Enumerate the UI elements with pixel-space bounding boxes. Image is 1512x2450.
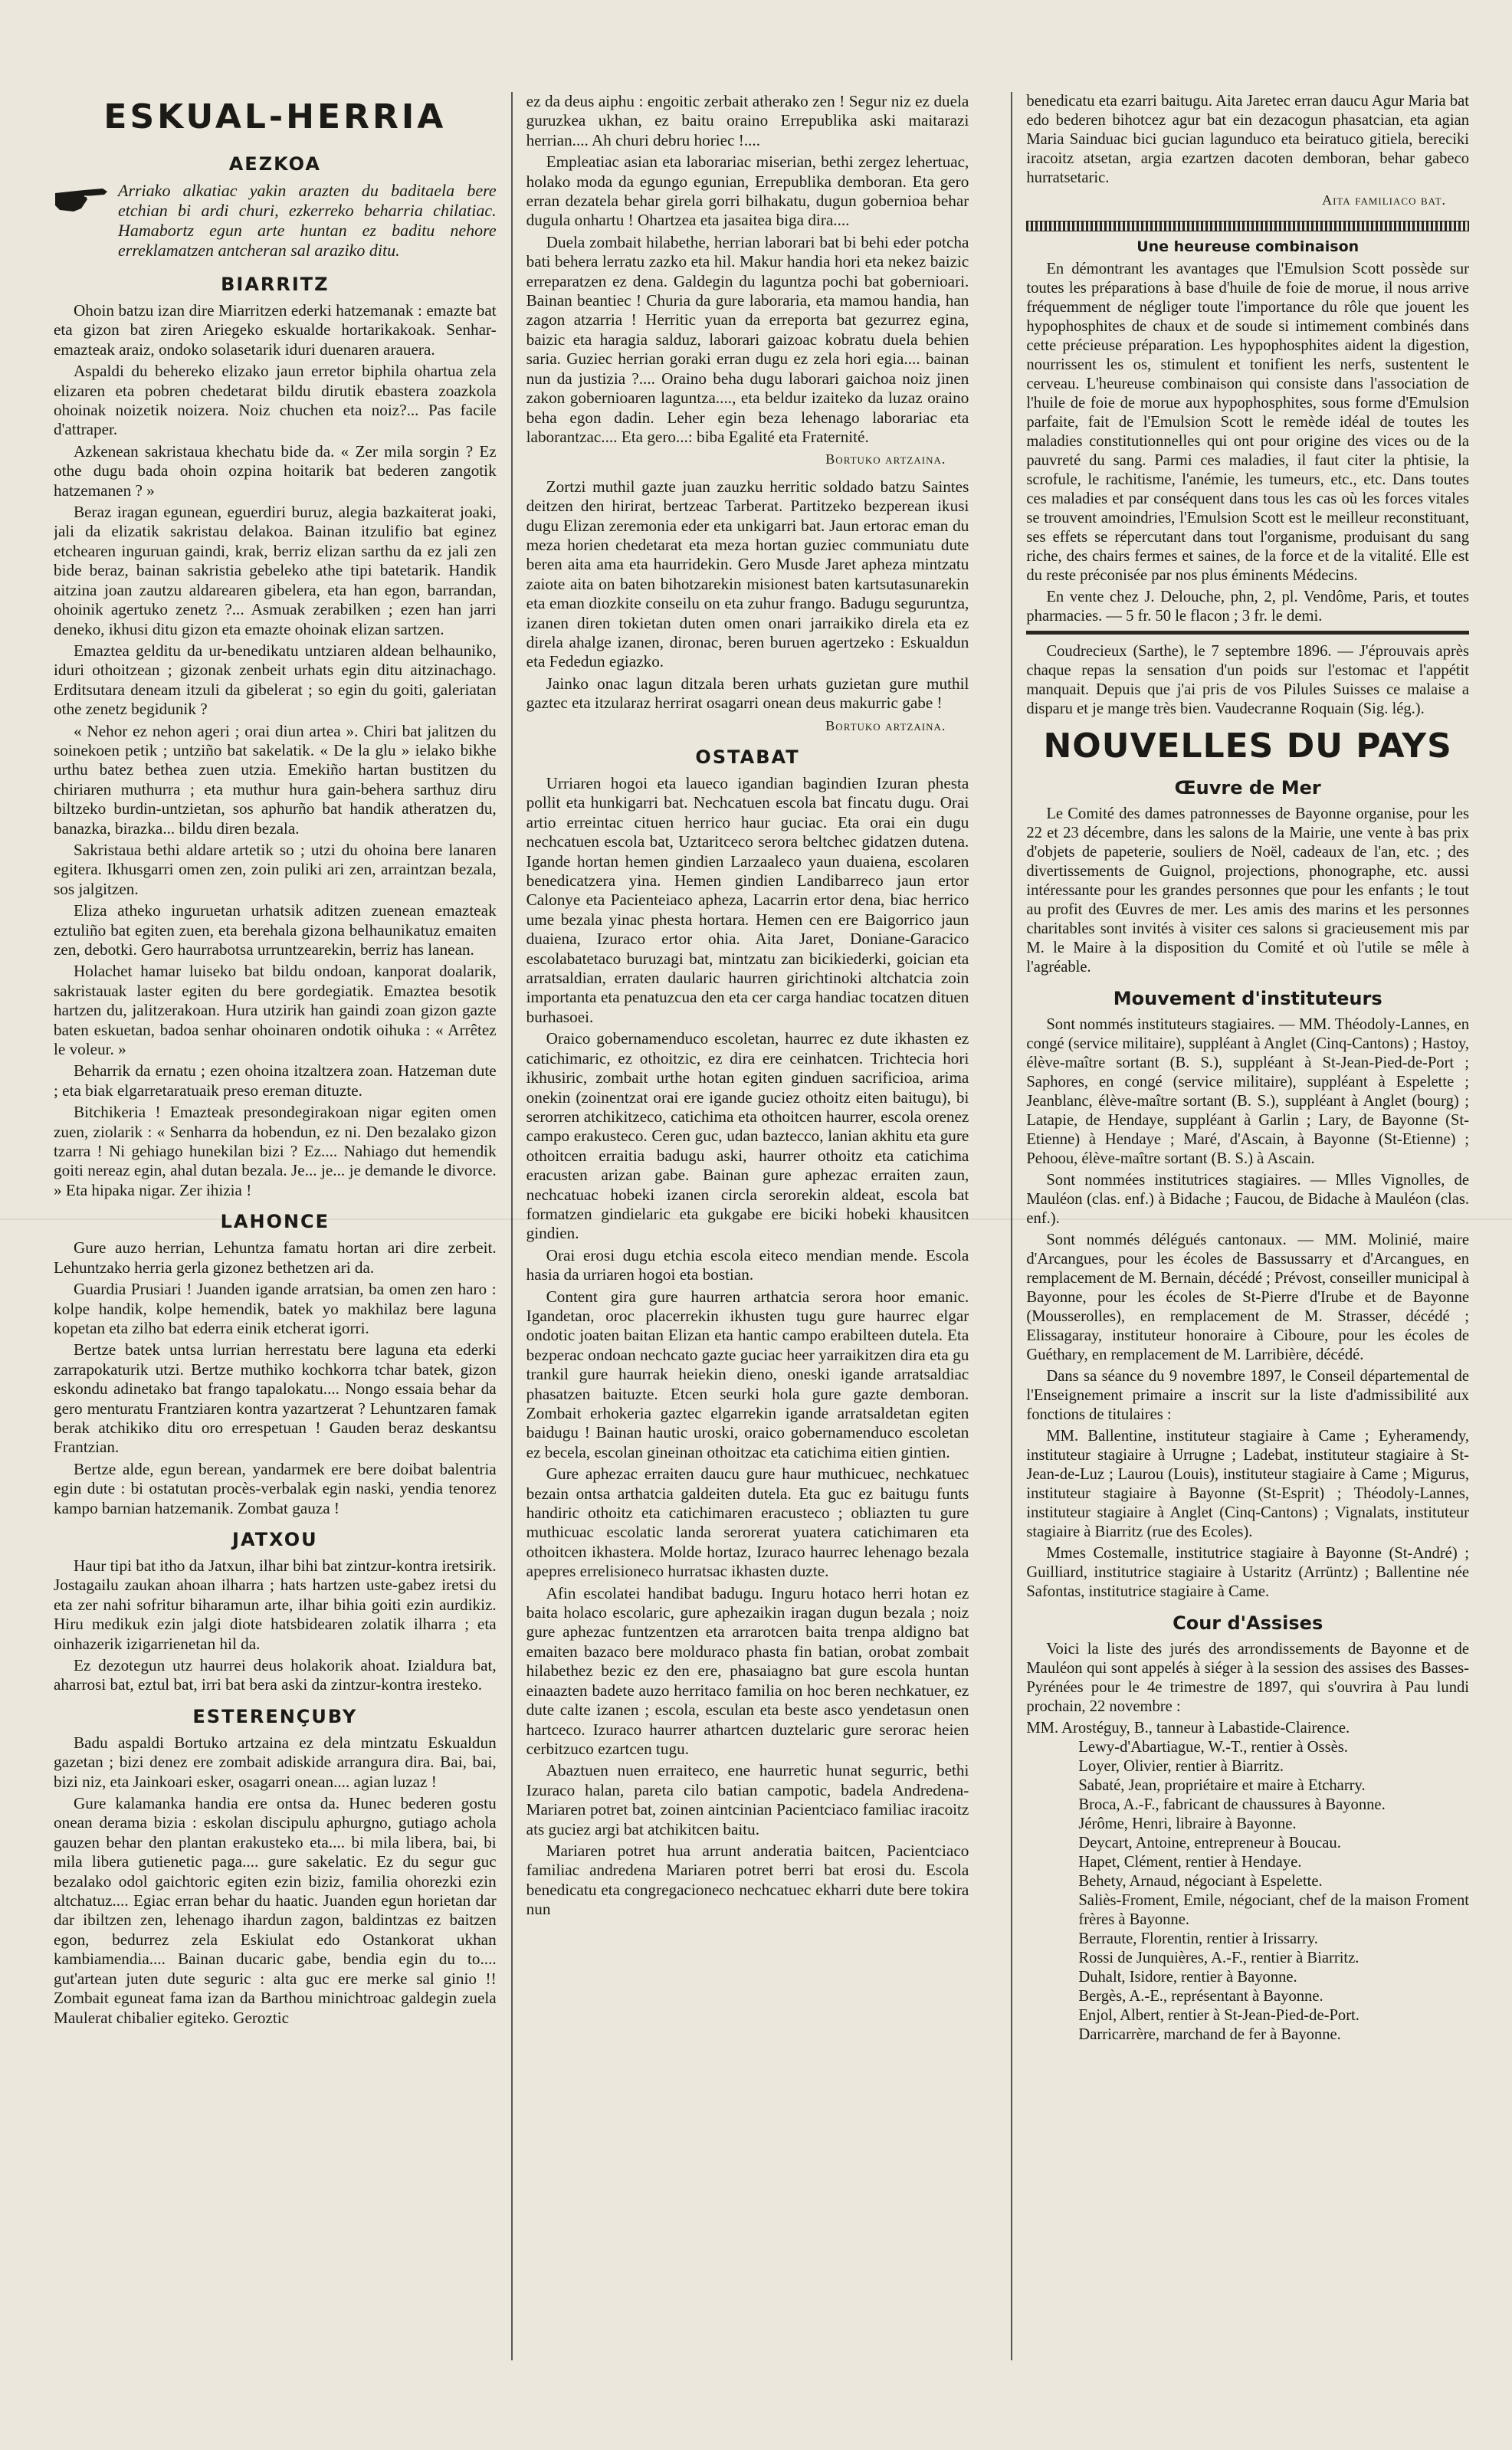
section-title-esterencuby: ESTERENÇUBY xyxy=(192,1705,358,1727)
paragraph: Sont nommés délégués cantonaux. — MM. Molinié, maire d'Arcangues, pour les écoles de Bassussarry et d'Arcangues, en remplacement de M. Bernain, décédé ; Prévost, conseiller municipal à Bayonne, pour les écoles de St-Pierre d'Irube et de Bayonne (Mousserolles), en remplacement de M. Strasser, décédé ; Elissagaray, instituteur honoraire à Ciboure, pour les écoles de Guéthary, en remplacement de M. Larribière, décédé. xyxy=(1026,1232,1470,1363)
list-item: Broca, A.-F., fabricant de chaussures à Bayonne. xyxy=(1078,1796,1386,1813)
paragraph: Gure auzo herrian, Lehuntza famatu hortan ari dire zerbeit. Lehuntzako herria gerla gizonez bethetzen ari da. xyxy=(54,1238,497,1277)
paragraph: Badu aspaldi Bortuko artzaina ez dela mintzatu Eskualdun gazetan ; bizi denez ere zombait adiskide arrangura dira. Bai, bai, bizi niz, eta Jainkoari esker, osagarri onean.... agian luzaz ! xyxy=(54,1733,497,1791)
advert-sale-info: En vente chez J. Delouche, phn, 2, pl. Vendôme, Paris, et toutes pharmacies. — 5 fr. 50 le flacon ; 3 fr. le demi. xyxy=(1026,589,1470,625)
column-1 xyxy=(54,92,497,2391)
section-title-assises: Cour d'Assises xyxy=(1173,1612,1323,1634)
paragraph: Mmes Costemalle, institutrice stagiaire à Bayonne (St-André) ; Guilliard, institutrice stagiaire à Ustaritz (Arrüntz) ; Ballentine née Safontas, institutrice stagiaire à Came. xyxy=(1026,1545,1470,1600)
paragraph: Sont nommés instituteurs stagiaires. — MM. Théodoly-Lannes, en congé (service militaire), suppléant à Anglet (Cinq-Cantons) ; Hastoy, élève-maître sortant (B. S.), suppléant à St-Jean-Pied-de-Port ; Saphores, en congé (service militaire), suppléant à Espelette ; Jeanblanc, élève-maître sortant (B. S.), suppléant à Anglet (bourg) ; Latapie, de Hendaye, suppléant à Garlin ; Lary, de Bayonne (St-Etienne) à Hendaye ; Maré, d'Ascain, à Bayonne (St-Etienne) ; Pehoou, élève-maître sortant (B. S.) à Ascain. xyxy=(1026,1016,1470,1167)
paragraph: Abaztuen nuen erraiteco, ene haurretic hunat segurric, bethi Izuraco halan, pareta cilo batian campotic, badela Andredena-Mariaren potret bat, zoinen aintcinian Pacientciaco familiac iracoitz ats guciez argi bat atchikitcen baitu. xyxy=(526,1761,969,1838)
aezkoa-notice xyxy=(54,181,497,263)
list-item: Lewy-d'Abartiague, W.-T., rentier à Ossès. xyxy=(1078,1739,1348,1756)
list-item: Jérôme, Henri, libraire à Bayonne. xyxy=(1078,1815,1297,1832)
advert-text: En démontrant les avantages que l'Emulsion Scott possède sur toutes les préparations à base d'huile de foie de morue, il nous arrive fréquemment de négliger toute l'importance du rôle que jouent les hypophosphites de chaux et de soude si intimement combinés dans cette précieuse préparation. Les hypophosphites aident la digestion, nourrissent les os, stimulent et tonifient les nerfs, sustentent le cerveau. L'heureuse combinaison qui consiste dans l'association de l'huile de foie de morue aux hypophosphites, sous forme d'Emulsion parfaite, fait de l'Emulsion Scott le remède idéal de toutes les maladies constitutionnelles qui ont pour origine des vices ou de la pauvreté du sang. Parmi ces maladies, il faut citer la phtisie, la scrofule, le rachitisme, l'anémie, les tumeurs, etc., etc. Dans toutes ces maladies et par conséquent dans tous les cas où les forces vitales se trouvent amoindries, l'Emulsion Scott est le meilleur reconstituant, ses effets se répercutant dans tout l'organisme, produisant du sang riche, des chairs fermes et saines, de la force et de la vitalité. Elle est du reste préconisée par nos plus éminents Médecins. xyxy=(1026,261,1470,584)
section-title-aezkoa: AEZKOA xyxy=(228,153,321,175)
column-divider xyxy=(511,92,513,2360)
paragraph: Oraico gobernamenduco escoletan, haurrec ez dute ikhasten ez catichimaric, ez othoitzic, ez dira ere ceinhatcen. Trichtecia hori ikhusiric, zombait urthe hotan egiten ginduen sacrificioa, arima onekin (zoinentzat orai ere igande guciez othoitz eiten baitugu), bi serorren atchikitzeco, catichima eta othoitcen haurrer, escola orenez campo erakusteco. Ceren guc, udan baztecco, lanian akhitu eta gure othoitcen erraitia badugu aski, haurrer othoitz eta catichima eracusten arizan gabe. Bainan gure aphezac erraiten zaun, nechcatuac hobeki izanen circla serorekin aldeat, escola bat formatzen gindielaric eta gukgabe ere biciki hobeki khausitcen gindien. xyxy=(526,1029,969,1243)
paragraph: Beraz iragan egunean, eguerdiri buruz, alegia bazkaiterat joaki, jali da elizatik sakristau delakoa. Bainan itzulifio bat eginez etchearen inguruan gaindi, krak, berriz elizan sarthu da ez jali zen bide beraz, bainan sakristia gebeleko athe tipi batetarik. Handik aitzina joan zautzu aldarearen gibelera, eta han egon, barrandan, ohoinik agertuko zenetz ?... Asmuak zerabilken ; ezen han jarri deneko, ikhusi ditu gizon eta emazte ohoinak elizan sartzen. xyxy=(54,503,497,638)
column-3 xyxy=(1026,92,1469,2391)
jurors-list xyxy=(1026,1719,1469,2045)
ornamental-rule xyxy=(1026,631,1469,635)
section-title-oeuvre: Œuvre de Mer xyxy=(1174,777,1321,799)
list-item: Behety, Arnaud, négociant à Espelette. xyxy=(1078,1873,1323,1890)
paragraph: Dans sa séance du 9 novembre 1897, le Conseil départemental de l'Enseignement primaire a inscrit sur la liste d'admissibilité aux fonctions de titulaires : xyxy=(1026,1368,1470,1423)
paragraph: Voici la liste des jurés des arrondissements de Bayonne et de Mauléon qui sont appelés à siéger à la session des assises des Basses-Pyrénées pour le 4e trimestre de 1897, qui s'ouvrira à Pau lundi prochain, 22 novembre : xyxy=(1026,1641,1470,1715)
list-item: Rossi de Junquières, A.-F., rentier à Biarritz. xyxy=(1078,1950,1359,1966)
paragraph: Empleatiac asian eta laborariac miserian, bethi zergez lehertuac, holako moda da egungo egunian, Errepublika demboran. Eta gero erran dezatela behar girela gorri bilhakatu, dugun gobernioa behar dugula onhartu ! Ohartzea eta jasaitea biga dira.... xyxy=(526,153,969,230)
paragraph: Haur tipi bat itho da Jatxun, ilhar bihi bat zintzur-kontra iretsirik. Jostagailu zaukan ahoan ilharra ; hats hartzen uste-gabez iretsi du eta zer nahi sofritur biharamun arte, ilhar bihia goiti ezin aurdikiz. Hiru medikuk ezin jalgi diote hatsbidearen zolatik ilharra ; eta oinhazerik izigarrienetan hil da. xyxy=(54,1556,497,1653)
signature: Bortuko artzaina. xyxy=(825,451,946,467)
lahonce-body xyxy=(54,1238,497,1518)
columns xyxy=(54,92,1469,2391)
paragraph: Eliza atheko inguruetan urhatsik aditzen zuenean emazteak eztuliño bat egiten zuen, eta berehala gizona belhaunikatuz emaiten zen, debotki. Gero haurrabotsa urruntzearekin, berriz has lanean. xyxy=(54,901,497,959)
paragraph: Guardia Prusiari ! Juanden igande arratsian, ba omen zen haro : kolpe handik, kolpe hemendik, batek yo makhilaz bere laguna kopetan eta zilho bat ederra einik etcherat igorri. xyxy=(54,1280,497,1337)
list-item: Berraute, Florentin, rentier à Irissarry. xyxy=(1078,1930,1318,1947)
paragraph: Afin escolatei handibat badugu. Inguru hotaco herri hotan ez baita holaco escolaric, gure aphezaikin iragan dugun bezala ; noiz gure aphezac funtzentzen eta arrarotcen baita trenpa aldigno bat emaiten bazaco bere molduraco phasta fin batian, orobat zombait hilabethez bezic ez den ere, phasaiagno bat gure escola huntan einaazten badete auzo herritaco familia on hoc beren nechkatuer, ez dute calte izanen ; escola, esculan eta beste asco yendetasun onen hartceco. Izuraco haurrer athartcen duztelaric gure serorac heien cerbitzuco ezartcen tugu. xyxy=(526,1583,969,1758)
advert-title: Une heureuse combinaison xyxy=(1136,238,1359,255)
signature: Aita familiaco bat. xyxy=(1322,192,1447,208)
paragraph: Holachet hamar luiseko bat bildu ondoan, kanporat doalarik, sakristauak laster egiten du bere gordegiatik. Emaztea besotik hartzen du, jalitzerakoan. Hura utzirik han gaindi zoan gizon gazte baten eskuetan, badoa senhar ohoinaren ondotik oihuka : « Arrêtez le voleur. » xyxy=(54,962,497,1059)
section-title-jatxou: JATXOU xyxy=(232,1528,318,1550)
list-item: Sabaté, Jean, propriétaire et maire à Etcharry. xyxy=(1078,1777,1366,1794)
ornamental-rule xyxy=(1026,221,1469,231)
section-title-mouvement: Mouvement d'instituteurs xyxy=(1113,988,1382,1009)
jatxou-body xyxy=(54,1556,497,1695)
list-item: MM. Arostéguy, B., tanneur à Labastide-Clairence. xyxy=(1026,1720,1350,1737)
list-item: Bergès, A.-E., représentant à Bayonne. xyxy=(1078,1988,1323,2005)
paragraph: Ez dezotegun utz haurrei deus holakorik ahoat. Izialdura bat, aharrosi bat, eztul bat, irri bat bera aski da zintzur-kontra iresteko. xyxy=(54,1656,497,1694)
list-item: Deycart, Antoine, entrepreneur à Boucau. xyxy=(1078,1835,1341,1851)
paragraph: Gure kalamanka handia ere ontsa da. Hunec bederen gostu onean derama bizia : eskolan discipulu aphurgno, gutiago achola gauzen behar den plantan erakusteko eta.... bi mila libera, bai, bi mila libera gutienetic paga.... gure sakelatic. Ez du segur guc bezalako odol gaichtoric egiten ezin biziz, familia ohorezki ezin altchatuz.... Egiac erran behar du haatic. Juanden egun horietan dar dar ibiltzen zen, lehenago ihardun zagon, baldintzas ez baitzen egon, bedurrez zela Eskiulat edo Ostankorat ukhan kambiamendia.... Bainan ducaric gabe, bendia egin du to.... gut'artean juten dute seguric : alta guc ere merke sal ginio !! Zombait eguneat fama izan da Barthou minichtroac galdegin zuela Maulerat chibalier egiteko. Geroztic xyxy=(54,1794,497,2027)
list-item: Saliès-Froment, Emile, négociant, chef de la maison Froment frères à Bayonne. xyxy=(1078,1892,1470,1928)
section-title-lahonce: LAHONCE xyxy=(220,1211,330,1233)
section-title-biarritz: BIARRITZ xyxy=(221,274,330,295)
paragraph: Sakristaua bethi aldare artetik so ; utzi du ohoina bere lanaren egitera. Ikhusgarri omen zen, zoin puliki ari zen, arraintzan bezala, sos jalgitzen. xyxy=(54,840,497,898)
paragraph: Jainko onac lagun ditzala beren urhats guzietan gure muthil gaztec eta itzularaz herrirat osagarri onean deus makurric gabe ! xyxy=(526,674,969,713)
aezkoa-text: Arriako alkatiac yakin arazten du baditaela bere etchian bi ardi churi, ezkerreko beharria chilatiac. Hamabortz egun arte huntan ez baditu nehore erreklamatzen antcheran sal araziko ditu. xyxy=(118,181,497,260)
paragraph: « Nehor ez nehon ageri ; orai diun artea ». Chiri bat jalitzen du soinekoen petik ; untziño bat sakelatik. « De la glu » ielako bikhe urthu batez bethea zuen utzia. Emekiño hartan bustitzen du chiriaren muthurra ; eta muthur hura gain-behera sarthuz diru biltzeko burdin-untzietan, sos aphurño bat handik atheratzen du, banazka, birazka... bildu diren bezala. xyxy=(54,721,497,838)
column-divider xyxy=(1011,92,1012,2360)
paragraph: Orai erosi dugu etchia escola eiteco mendian mende. Escola hasia da urriaren hogoi eta bostian. xyxy=(526,1245,969,1284)
pointing-hand-icon xyxy=(54,184,109,215)
paragraph: Bitchikeria ! Emazteak presondegirakoan nigar egiten omen zuen, ziolarik : « Senharra da hobendun, ez ni. Den bezalako gizon tzarra ! Ni gehiago hunekilan bizi ? Ez.... Nahiago dut hemendik goiti nereaz egin, ahal dutan bezala. Je... je... je demande le divorce. » Eta hipaka nigar. Zer ihizia ! xyxy=(54,1103,497,1199)
paragraph: ez da deus aiphu : engoitic zerbait atherako zen ! Segur niz ez duela guruzkea ukhan, ez baitu oraino Errepublika aski maitarazi herrian.... Ah churi debru horiec !.... xyxy=(526,92,969,149)
section-title-nouvelles: NOUVELLES DU PAYS xyxy=(1043,726,1452,766)
paragraph: Gure aphezac erraiten daucu gure haur muthicuec, nechkatuec bezain ontsa arthatcia galdeiten dutela. Eta guc ez baitugu funts handiric othoitz eta catichimaren eracusteco ; obliazten tu gure muthicuac escolatic landa serorerat yuatera catichimaren eta othoitcen ikhastera. Molde hortaz, Izuraco haurrec lehenago bezala apepres errelisioneco hurratsac ikhasten duzte. xyxy=(526,1464,969,1581)
list-item: Enjol, Albert, rentier à St-Jean-Pied-de-Port. xyxy=(1078,2007,1359,2024)
paragraph: Azkenean sakristaua khechatu bide da. « Zer mila sorgin ? Ez othe dugu bada ohoin ozpina hoitarik bat bederen zangotik hatzemanen ? » xyxy=(54,441,497,500)
signature: Bortuko artzaina. xyxy=(825,717,946,733)
paragraph: Aspaldi du behereko elizako jaun erretor biphila ohartua zela elizaren eta pobren chedetarat bildu dirutik ebastera zoazkola ohoinak noizetik noizera. Noiz chuchen eta noiz?... Pas facile d'attraper. xyxy=(54,362,497,439)
paragraph: Bertze batek untsa lurrian herrestatu bere laguna eta ederki zarrapokaturik utzi. Bertze muthiko kochkorra tchar batek, gizon eskondu adinetako bat frango tapalokatu.... Nongo essaia behar da gero menturatu Frantziaren kontra yazartzerat ? Lehuntzaren famak berak atchikiko ditu oro errespetuan ! Gauden beraz deskantsu Frantzian. xyxy=(54,1340,497,1457)
paragraph: Duela zombait hilabethe, herrian laborari bat bi behi eder potcha bati behera lerratu zazko eta hil. Makur handia hori eta nekez baizic erreparatzen ez dena. Galdegin du laguntza pochi bat gobernioari. Bainan beantiec ! Churia da gure laboraria, eta mamou handia, han zagon atzarria ! Herritic yuan da erreporta bat gezurrez egina, baizic eta haragia salduz, laborari gaizoac kobratu duela behien saria. Guziec herrian goraki erran dugu ez zela hori egia.... bainan nun da justizia ?.... Oraino beha dugu laborari gaichoa noiz jinen zakon gobernioaren laguntza...., eta beldur izaiteko da luzaz oraino beha egon dadin. Leher egin beza lehenago laborariac eta laborantzac.... Eta gero...: biba Egalité eta Fraternité. xyxy=(526,232,969,446)
paragraph: Sont nommées institutrices stagiaires. — Mlles Vignolles, de Mauléon (clas. enf.) à Bidache ; Faucou, de Bidache à Mauléon (clas. enf.). xyxy=(1026,1172,1470,1227)
section-masthead: ESKUAL-HERRIA xyxy=(103,97,447,136)
list-item: Duhalt, Isidore, rentier à Bayonne. xyxy=(1078,1969,1297,1986)
paragraph: Emaztea gelditu da ur-benedikatu untziaren aldean belhauniko, iduri othoitzean ; gizonak zenbeit urhats egin ditu aitzinachago. Erditsutara deneam itzuli da gibelerat ; so egin du goiti, galeriatan othe zenetz begidunik ? xyxy=(54,641,497,719)
paragraph: Mariaren potret hua arrunt anderatia baitcen, Pacientciaco familiac andredena Mariaren potret berri bat erosi du. Escola benedicatu eta congregacioneco nechcatuec ekharri dute bere tokira nun xyxy=(526,1841,969,1919)
biarritz-body xyxy=(54,301,497,1200)
paragraph: Urriaren hogoi eta laueco igandian bagindien Izuran phesta pollit eta hunkigarri bat. Nechcatuen escola bat fincatu dugu. Orai artio erreintac cituen herrico haur guciac. Eta orai ein dugu nechcatuen escola bat, Uztaritceco serora beltchec gidatzen dutena. Igande hortan hemen gindien Larzaaleco yaun duaiena, escolaren benedicatzera yina. Hemen gindien Landibarreco jaun ertor Calonye eta Pacienteiaco apheza, Lacarrin ertor dena, biac herrico ume bezala yinac phesta hortara. Hemen cen ere Baigorrico jaun duaiena, Izuraco ertor ohia. Aita Jaret, Doniane-Garacico escolabatetaco buruzagi bat, mintzatu zan bicikiederki, goician eta arratsaldian, erraten daularic haurren girichtinoki altchatcia zoin importanta eta penatuzcua den eta cer carga handiac tocatzen dituen burhasoei. xyxy=(526,774,969,1026)
list-item: Hapet, Clément, rentier à Hendaye. xyxy=(1078,1854,1302,1871)
testimonial-text: Coudrecieux (Sarthe), le 7 septembre 1896. — J'éprouvais après chaque repas la sensation d'un poids sur l'estomac et l'appétit manquait. Depuis que j'ai pris de vos Pilules Suisses ce malaise a disparu et je mange très bien. Vaudecranne Roquain (Sig. lég.). xyxy=(1026,643,1470,717)
paragraph: MM. Ballentine, instituteur stagiaire à Came ; Eyheramendy, instituteur stagiaire à Urrugne ; Ladebat, instituteur stagiaire à St-Jean-de-Luz ; Laurou (Louis), instituteur stagiaire à Came ; Migurus, instituteur stagiaire à Bayonne (St-Esprit) ; Théodoly-Lannes, instituteur stagiaire à Anglet (Cinq-Cantons) ; Vignalats, instituteur stagiaire à Biarritz (rue des Ecoles). xyxy=(1026,1428,1470,1540)
paragraph: Content gira gure haurren arthatcia serora hoor emanic. Igandetan, oroc placerrekin ikhusten tugu gure haurrec elgar ondotic joaten baitan Elizan eta hantic campo erabilteen dutela. Eta bezperac ondoan nechcato gazte guciac heer yarraikitzen dira eta gu trankil gure haurrak heiekin dieno, oneski igande arratsaldiac phasatzen baituzte. Etcen seurki hola gure gazte demboran. Zombait erhokeria gaztec elgarrekin igande arratsaldetan egiten baidugu ! Bainan hautic uroski, oraico gobernamenduco escoletan ez becela, escolan gineinan othoitzac eta catichima eitien gintien. xyxy=(526,1287,969,1461)
section-title-ostabat: OSTABAT xyxy=(695,746,800,768)
column-2 xyxy=(526,92,969,2391)
paragraph: Bertze alde, egun berean, yandarmek ere bere doibat balentria egin dute : bi ostatutan procès-verbalak egin naski, yendia tenorez kampo barnian hatzemanik. Zombat gauza ! xyxy=(54,1459,497,1517)
paragraph: Beharrik da ernatu ; ezen ohoina itzaltzera zoan. Hatzeman dute ; eta biak elgarretaratuaik preso ereman dituzte. xyxy=(54,1061,497,1100)
ostabat-body xyxy=(526,774,969,1920)
paragraph: benedicatu eta ezarri baitugu. Aita Jaretec erran daucu Agur Maria bat edo bederen bihotcez agur bat ein dezacogun phasatcian, eta agian Maria Sainduac bici gucian lagunduco eta beiratuco gitiela, bereciki iracoitz atsetan, argia ezartzen dacoten demboran, behar gabeco hurratsetaric. xyxy=(1026,93,1470,186)
esterencuby-body xyxy=(54,1733,497,2028)
list-item: Darricarrère, marchand de fer à Bayonne. xyxy=(1078,2026,1341,2043)
paragraph: Le Comité des dames patronnesses de Bayonne organise, pour les 22 et 23 décembre, dans les salons de la Mairie, une vente à bas prix d'objets de papeterie, souliers de Noël, cadeaux de l'an, etc. ; des divertissements de Guignol, projections, phonographe, etc. aussi intéressante pour les grandes personnes que pour les enfants ; le tout au profit des Œuvres de mer. Les amis des marins et les personnes charitables sont invités à visiter ces salons si gracieusement mis par M. le Maire à la disposition du Comité et où l'utile se mêle à l'agréable. xyxy=(1026,805,1470,976)
paragraph: Ohoin batzu izan dire Miarritzen ederki hatzemanak : emazte bat eta gizon bat ziren Ariegeko eskualde hortarikakoak. Senhar-emazteak araiz, ondoko solasetarik iduri duenaren arauera. xyxy=(54,301,497,359)
paragraph: Zortzi muthil gazte juan zauzku herritic soldado batzu Saintes deitzen den hirirat, bertzeac Tarberat. Partitzeko bezperean ikusi dugu Elizan zeremonia eder eta unkigarri bat. Jaun ertorac eman du meza horien chedetarat eta meza hortan guziec communiatu dute beren aita ama eta haurridekin. Gero Musde Jaret apheza mintzatu zaiote aita on baten bihotzarekin misionest baten kartsutasunarekin eta eman diozkite conseilu on eta zuhur frango. Badugu seguruntza, izanen diren tokietan duten omen onari jarraikiko direla eta ez direla ahalge izanen, dironac, beren buruen agertzeko : Eskualdun eta Fededun egiazko. xyxy=(526,477,969,671)
list-item: Loyer, Olivier, rentier à Biarritz. xyxy=(1078,1758,1284,1775)
